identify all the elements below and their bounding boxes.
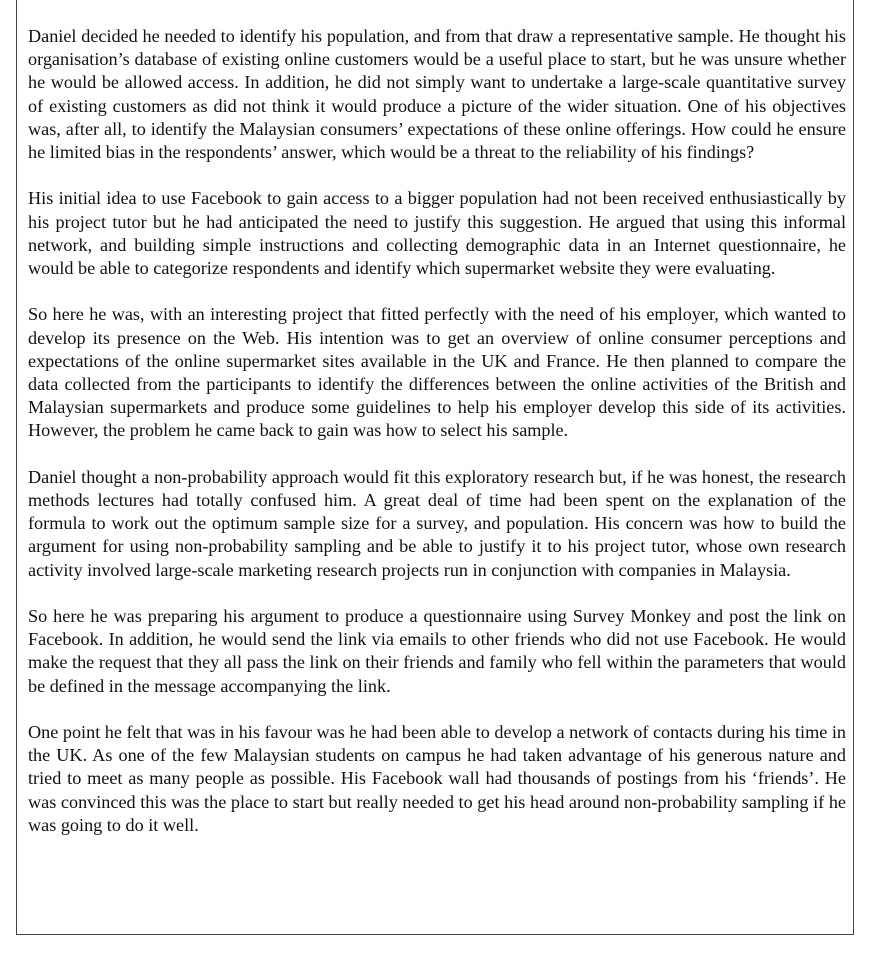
paragraph-3: So here he was, with an interesting project that fitted perfectly with the need of his employer, which wanted to develop its presence on the Web. His intention was to get an overview of online consumer perceptions and expectations of the online supermarket sites available in the UK and France. He then planned to compare the data collected from the participants to identify the differences between the online activities of the British and Malaysian supermarkets and produce some guidelines to help his employer develop this side of its activities. However, the problem he came back to gain was how to select his sample. — [28, 304, 846, 441]
paragraph-6: One point he felt that was in his favour was he had been able to develop a network of contacts during his time in the UK. As one of the few Malaysian students on campus he had taken advantage of his generous nature and tried to meet as many people as possible. His Facebook wall had thousands of postings from his ‘friends’. He was convinced this was the place to start but really needed to get his head around non-probability sampling if he was going to do it well. — [28, 722, 846, 835]
case-study-text — [28, 25, 846, 837]
paragraph-5: So here he was preparing his argument to produce a questionnaire using Survey Monkey and post the link on Facebook. In addition, he would send the link via emails to other friends who did not use Facebook. He would make the request that they all pass the link on their friends and family who fell within the parameters that would be defined in the message accompanying the link. — [28, 606, 846, 696]
paragraph-1: Daniel decided he needed to identify his population, and from that draw a representative sample. He thought his organisation’s database of existing online customers would be a useful place to start, but he was unsure whether he would be allowed access. In addition, he did not simply want to undertake a large-scale quantitative survey of existing customers as did not think it would produce a picture of the wider situation. One of his objectives was, after all, to identify the Malaysian consumers’ expectations of these online offerings. How could he ensure he limited bias in the respondents’ answer, which would be a threat to the reliability of his findings? — [28, 26, 846, 163]
paragraph-4: Daniel thought a non-probability approach would fit this exploratory research but, if he was honest, the research methods lectures had totally confused him. A great deal of time had been spent on the explanation of the formula to work out the optimum sample size for a survey, and population. His concern was how to build the argument for using non-probability sampling and be able to justify it to his project tutor, whose own research activity involved large-scale marketing research projects run in conjunction with companies in Malaysia. — [28, 466, 846, 580]
paragraph-2: His initial idea to use Facebook to gain access to a bigger population had not been received enthusiastically by his project tutor but he had anticipated the need to justify this suggestion. He argued that using this informal network, and building simple instructions and collecting demographic data in an Internet questionnaire, he would be able to categorize respondents and identify which supermarket website they were evaluating. — [28, 188, 846, 279]
